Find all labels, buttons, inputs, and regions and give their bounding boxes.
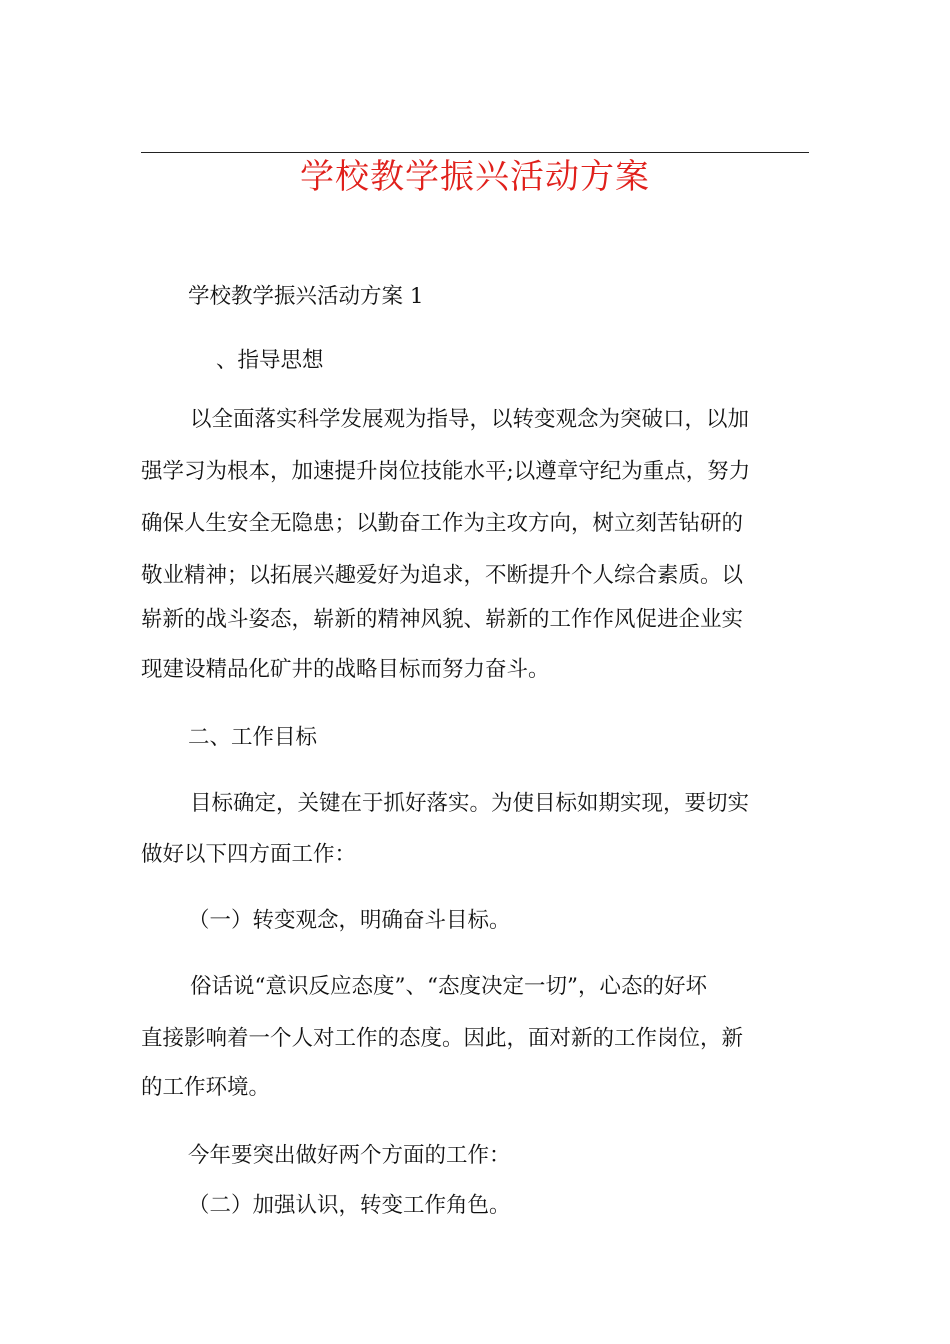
subheading-change-concept: （一）转变观念，明确奋斗目标。 bbox=[188, 908, 511, 933]
header-rule bbox=[141, 152, 809, 153]
paragraph-line: 崭新的战斗姿态，崭新的精神风貌、崭新的工作作风促进企业实 bbox=[141, 607, 744, 632]
paragraph-line: 以全面落实科学发展观为指导，以转变观念为突破口，以加 bbox=[190, 407, 750, 432]
section-heading-work-goals: 二、工作目标 bbox=[188, 725, 318, 750]
paragraph-line: 做好以下四方面工作： bbox=[141, 842, 357, 867]
paragraph-line: 确保人生安全无隐患；以勤奋工作为主攻方向，树立刻苦钻研的 bbox=[141, 511, 744, 536]
paragraph-line: 敬业精神；以拓展兴趣爱好为追求，不断提升个人综合素质。以 bbox=[141, 563, 744, 588]
paragraph-line: 直接影响着一个人对工作的态度。因此，面对新的工作岗位，新 bbox=[141, 1026, 744, 1051]
paragraph-line: 强学习为根本，加速提升岗位技能水平;以遵章守纪为重点，努力 bbox=[141, 459, 751, 484]
paragraph-line: 现建设精品化矿井的战略目标而努力奋斗。 bbox=[141, 657, 550, 682]
paragraph-line: 的工作环境。 bbox=[141, 1075, 271, 1100]
paragraph-line: 目标确定，关键在于抓好落实。为使目标如期实现，要切实 bbox=[190, 791, 750, 816]
section-heading-guiding-thought: 、指导思想 bbox=[216, 348, 324, 373]
page-title: 学校教学振兴活动方案 bbox=[300, 157, 650, 197]
paragraph-line: 今年要突出做好两个方面的工作： bbox=[188, 1143, 511, 1168]
subheading-strengthen-awareness: （二）加强认识，转变工作角色。 bbox=[188, 1193, 511, 1218]
paragraph-line: 俗话说“意识反应态度”、“态度决定一切”，心态的好坏 bbox=[190, 974, 707, 999]
subtitle: 学校教学振兴活动方案 1 bbox=[188, 284, 424, 309]
